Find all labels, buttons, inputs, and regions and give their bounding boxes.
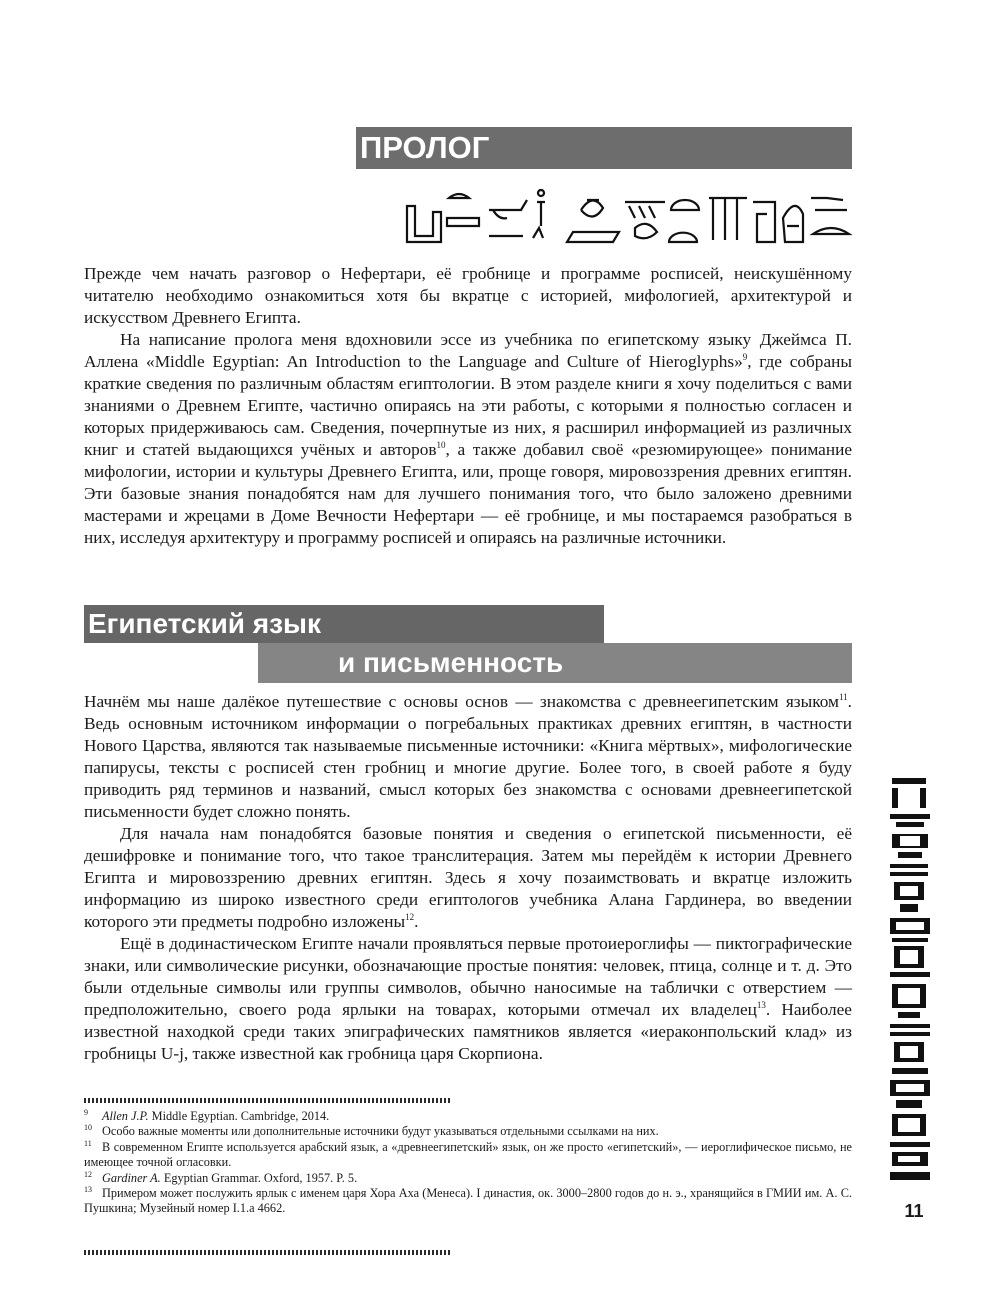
footnote-item: 12 Gardiner A. Egyptian Grammar. Oxford, 1957. P. 5. <box>84 1169 358 1185</box>
footnote-ref[interactable]: 10 <box>436 440 446 451</box>
footnote-ref[interactable]: 11 <box>839 692 848 703</box>
footnote-item: 9 Allen J.P. Middle Egyptian. Cambridge, 2014. <box>84 1107 330 1123</box>
page-number: 11 <box>904 1201 924 1221</box>
footnote-separator <box>84 1098 452 1103</box>
section-title-line-2: и письменность <box>258 643 852 683</box>
prolog-paragraph: На написание пролога меня вдохновили эссе из учебника по египетскому языку Джеймса П. Аллена «Middle Egyptian: An Introduction to the Language and Culture of Hieroglyphs»$^9$, где собраны краткие сведения по различным областям египтологии. В этом разделе книги я хочу поделиться с вами знаниями о Древнем Египте, частично опираясь на эти работы, с которыми я полностью согласен и которых придерживаюсь сам. Сведения, почерпнутые из них, я расширил информацией из различных книг и статей выдающихся учёных и авторов$^{10}$, а также добавил своё «резюмирующее» понимание мифологии, истории и культуры Древнего Египта, или, проще говоря, мировоззрения древних египтян. Эти базовые знания понадобятся нам для лучшего понимания того, что было заложено древними мастерами и жрецами в Доме Вечности Нефертари — её гробнице, и мы постараемся разобраться в них, исследуя архитектуру и программу росписей и опираясь на различные источники. <box>84 330 852 547</box>
footnote-item: 10 Особо важные моменты или дополнительные источники будут указываться отдельными ссылками на них. <box>84 1123 659 1139</box>
footnote-ref[interactable]: 9 <box>742 352 748 363</box>
footnote-ref[interactable]: 13 <box>756 1000 766 1011</box>
bottom-separator <box>84 1250 452 1255</box>
footnote-item: 13 Примером может послужить ярлык с именем царя Хора Аха (Менеса). I династия, ок. 3000–2800 годов до н. э., хранящийся в ГМИИ им. А. С. Пушкина; Музейный номер I.1.а 4662. <box>84 1184 852 1216</box>
footnotes-list <box>84 1109 852 1217</box>
prolog-paragraph: Прежде чем начать разговор о Нефертари, её гробнице и программе росписей, неискушённому читателю необходимо ознакомиться хотя бы вкратце с историей, мифологией, архитектурой и искусством Древнего Египта. <box>84 264 852 327</box>
hieroglyph-row-decoration <box>403 188 853 246</box>
footnote-ref[interactable]: 12 <box>405 912 415 923</box>
section-paragraph: Для начала нам понадобятся базовые понятия и сведения о египетской письменности, её дешифровке и понимание того, что такое транслитерация. Затем мы перейдём к истории Древнего Египта и мировоззрению древних египтян. Здесь я хочу позаимствовать и вкратце изложить информацию из широко известного среди египтологов учебника Алана Гардинера, во введении которого эти предметы подробно изложены$^{12}$. <box>84 824 852 931</box>
section-title-line-1: Египетский язык <box>84 605 604 643</box>
section-paragraph: Ещё в додинастическом Египте начали проявляться первые протоиероглифы — пиктографические знаки, или символические рисунки, обозначающие простые понятия: человек, птица, солнце и т. д. Это были отдельные символы или группы символов, обычно наносимые на таблички с отверстием — предположительно, своего рода ярлыки на товарах, которыми отмечал их владелец$^{13}$. Наиболее известной находкой среди таких эпиграфических памятников является «иераконпольский клад» из гробницы U-j, также известной как гробница царя Скорпиона. <box>84 934 852 1063</box>
section-paragraph: Начнём мы наше далёкое путешествие с основы основ — знакомства с древнеегипетским языком$^{11}$. Ведь основным источником информации о погребальных практиках древних египтян, в частности Нового Царства, являются так называемые письменные источники: «Книга мёртвых», мифологические папирусы, тексты с росписей стен гробниц и многие другие. Более того, в своей работе я буду приводить ряд терминов и названий, смысл которых без знакомства с основами древнеегипетской письменности будет сложно понять. <box>84 692 852 821</box>
footnote-item: 11 В современном Египте используется арабский язык, а «древнеегипетский» язык, он же просто «египетский», — иероглифическое письмо, не имеющее точной огласовки. <box>84 1138 852 1170</box>
hieroglyph-column-decoration <box>886 774 934 1186</box>
prolog-title: ПРОЛОГ <box>356 127 852 169</box>
